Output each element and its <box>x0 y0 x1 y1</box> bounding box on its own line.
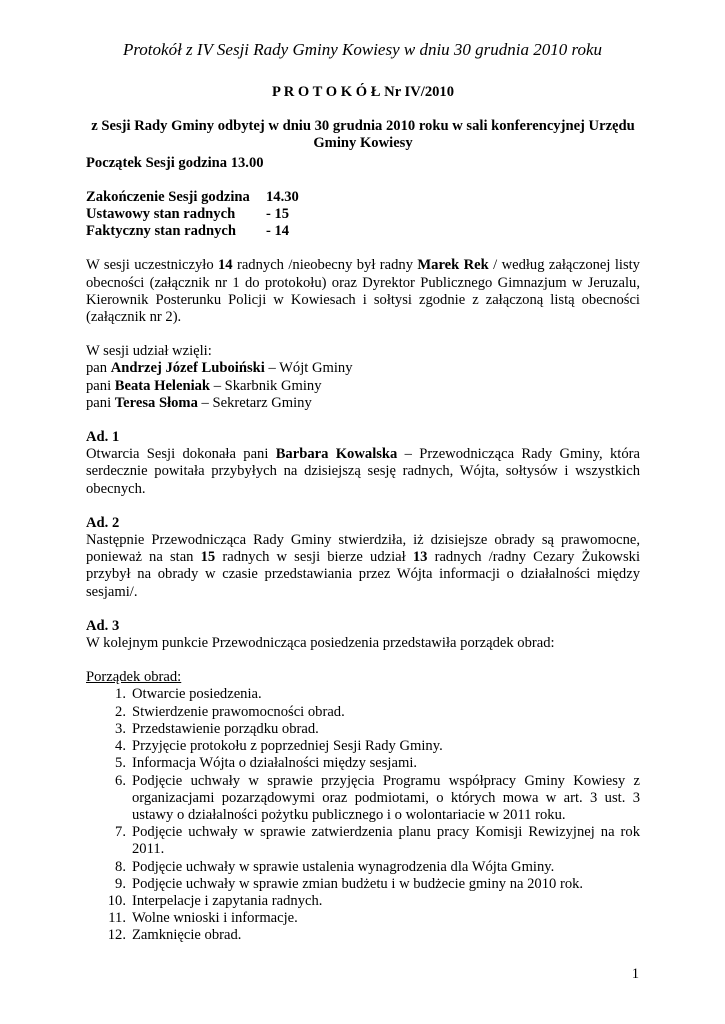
participant-name: Andrzej Józef Luboiński <box>110 360 265 377</box>
agenda-text: Zamknięcie obrad. <box>132 927 242 944</box>
text-run: radnych /radny Cezary Żukowski przybył na obrady w czasie przedstawiania przez Wójta informacji o działalności między sesjami/. <box>86 549 640 600</box>
agenda-number: 7. <box>115 824 126 841</box>
text-run: pani <box>86 394 115 411</box>
text-run: Następnie Przewodnicząca Rady Gminy stwierdziła, iż dzisiejsze obrady są prawomocne, ponieważ na stan <box>86 532 640 566</box>
stat-row <box>86 189 640 206</box>
document-body <box>86 84 640 945</box>
agenda-text: Podjęcie uchwały w sprawie zmian budżetu i w budżecie gminy na 2010 rok. <box>132 875 584 892</box>
agenda-number: 2. <box>115 703 126 720</box>
agenda-number: 6. <box>115 772 126 789</box>
agenda-item <box>86 704 640 721</box>
agenda-number: 12. <box>107 927 126 944</box>
agenda-item <box>86 686 640 703</box>
agenda-number: 10. <box>107 892 126 909</box>
ad3-paragraph: W kolejnym punkcie Przewodnicząca posiedzenia przedstawiła porządek obrad: <box>86 635 555 652</box>
text-run: W sesji uczestniczyło <box>86 257 218 274</box>
participant-role: – Sekretarz Gminy <box>197 394 312 411</box>
ad2-paragraph <box>86 532 640 601</box>
ad1-paragraph <box>86 446 640 498</box>
page-number: 1 <box>631 966 639 982</box>
agenda-item <box>86 859 640 876</box>
text-run-bold: Marek Rek <box>417 257 489 274</box>
protocol-title: P R O T O K Ó Ł Nr IV/2010 <box>271 84 455 100</box>
agenda-item <box>86 876 640 893</box>
agenda-text: Przedstawienie porządku obrad. <box>132 720 319 737</box>
participant-role: – Skarbnik Gminy <box>210 377 322 394</box>
agenda-text: Podjęcie uchwały w sprawie przyjęcia Programu współpracy Gminy Kowiesy z organizacjami pozarządowymi oraz podmiotami, o których mowa w art. 3 ust. 3 ustawy o działalności pożytku publicznego i o wolontariacie w 2011 roku. <box>132 772 640 823</box>
agenda-item <box>86 893 640 910</box>
text-run: – Przewodnicząca Rady Gminy, która serdecznie powitała przybyłych na dzisiejszą sesję radnych, Wójta, sołtysów i wszystkich obecnych. <box>86 446 640 497</box>
agenda-number: 8. <box>115 858 126 875</box>
stat-label: Zakończenie Sesji godzina <box>86 188 250 205</box>
participant-name: Beata Heleniak <box>114 377 211 394</box>
agenda-title: Porządek obrad: <box>86 669 182 686</box>
participant-role: – Wójt Gminy <box>264 360 353 377</box>
agenda-text: Stwierdzenie prawomocności obrad. <box>132 703 345 720</box>
text-run-bold: Barbara Kowalska <box>275 446 398 463</box>
agenda-text: Przyjęcie protokołu z poprzedniej Sesji Rady Gminy. <box>132 738 443 755</box>
stat-value: 14.30 <box>266 188 299 205</box>
ad3-heading: Ad. 3 <box>86 617 120 634</box>
participant-row <box>86 360 640 377</box>
agenda-number: 4. <box>115 738 126 755</box>
agenda-item <box>86 927 640 944</box>
text-run: / według załączonej listy obecności (załącznik nr 1 do protokołu) oraz Dyrektor Publicznego Gimnazjum w Jeruzalu, Kierownik Posterunku Policji w Kowiesach i sołtysi zgodnie z załączoną listą obecności (załącznik nr 2). <box>86 257 640 326</box>
agenda-list <box>86 686 640 944</box>
text-run-bold: 14 <box>218 257 233 274</box>
agenda-text: Podjęcie uchwały w sprawie ustalenia wynagrodzenia dla Wójta Gminy. <box>132 858 555 875</box>
agenda-number: 3. <box>115 720 126 737</box>
stat-row <box>86 223 640 240</box>
text-run: radnych w sesji bierze udział <box>215 549 413 566</box>
participant-row <box>86 378 640 395</box>
ad1-heading: Ad. 1 <box>86 429 120 446</box>
attendance-paragraph <box>86 257 640 326</box>
agenda-text: Wolne wnioski i informacje. <box>132 910 298 927</box>
agenda-item <box>86 824 640 858</box>
ad2-heading: Ad. 2 <box>86 514 120 531</box>
session-start: Początek Sesji godzina 13.00 <box>86 154 264 171</box>
agenda-text: Podjęcie uchwały w sprawie zatwierdzenia planu pracy Komisji Rewizyjnej na rok 2011. <box>132 824 640 858</box>
stat-row <box>86 206 640 223</box>
text-run: Otwarcia Sesji dokonała pani <box>86 446 276 463</box>
agenda-number: 11. <box>108 910 126 927</box>
agenda-item <box>86 773 640 825</box>
agenda-item <box>86 755 640 772</box>
agenda-text: Informacja Wójta o działalności między sesjami. <box>132 755 418 772</box>
stat-value: - 15 <box>266 206 290 223</box>
agenda-item <box>86 721 640 738</box>
agenda-item <box>86 910 640 927</box>
stat-label: Ustawowy stan radnych <box>86 206 236 223</box>
stat-label: Faktyczny stan radnych <box>86 223 236 240</box>
agenda-number: 9. <box>115 875 126 892</box>
participants-intro: W sesji udział wzięli: <box>86 343 212 360</box>
participant-row <box>86 395 640 412</box>
text-run: pani <box>86 377 115 394</box>
text-run-bold: 15 <box>200 549 216 566</box>
agenda-item <box>86 738 640 755</box>
agenda-text: Interpelacje i zapytania radnych. <box>132 892 323 909</box>
protocol-subtitle: z Sesji Rady Gminy odbytej w dniu 30 grudnia 2010 roku w sali konferencyjnej Urzędu Gminy Kowiesy <box>91 118 635 152</box>
agenda-number: 5. <box>115 755 126 772</box>
session-stats <box>86 189 640 241</box>
page-header: Protokół z IV Sesji Rady Gminy Kowiesy w dniu 30 grudnia 2010 roku <box>122 40 603 59</box>
stat-value: - 14 <box>266 223 290 240</box>
text-run-bold: 13 <box>412 549 428 566</box>
agenda-number: 1. <box>115 686 126 703</box>
text-run: pan <box>86 360 111 377</box>
text-run: radnych /nieobecny był radny <box>232 257 418 274</box>
agenda-text: Otwarcie posiedzenia. <box>132 686 262 703</box>
participant-name: Teresa Słoma <box>114 394 198 411</box>
